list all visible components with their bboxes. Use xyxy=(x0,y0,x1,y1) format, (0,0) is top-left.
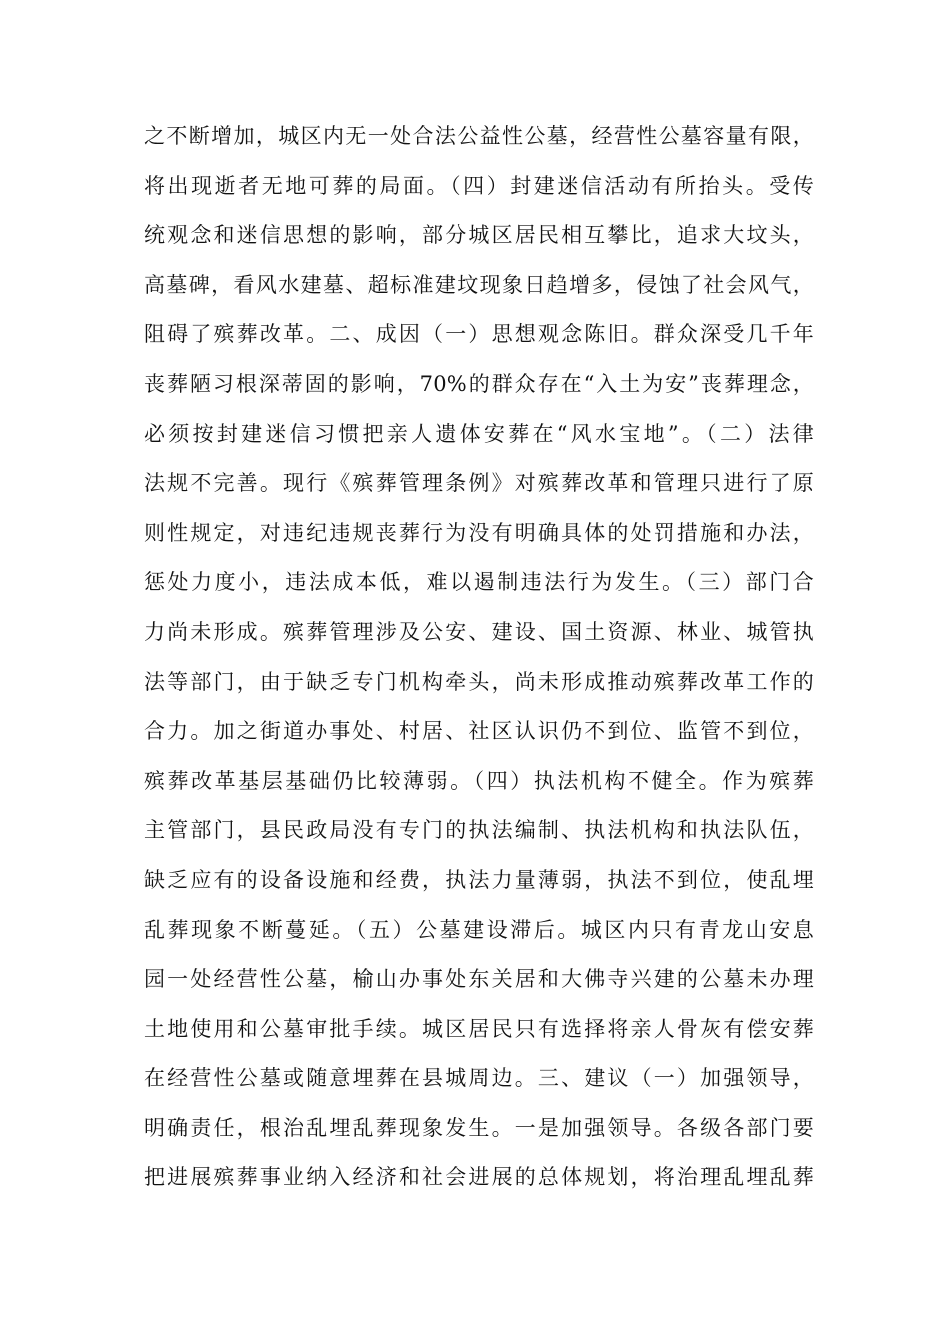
text-line: 合力。加之街道办事处、村居、社区认识仍不到位、监管不到位， xyxy=(144,719,814,744)
text-line: 将出现逝者无地可葬的局面。（四）封建迷信活动有所抬头。受传 xyxy=(144,173,814,198)
body-text xyxy=(144,112,814,1203)
text-line: 园一处经营性公墓，榆山办事处东关居和大佛寺兴建的公墓未办理 xyxy=(144,967,814,992)
text-line: 法规不完善。现行《殡葬管理条例》对殡葬改革和管理只进行了原 xyxy=(144,471,814,496)
text-line: 则性规定，对违纪违规丧葬行为没有明确具体的处罚措施和办法， xyxy=(144,520,814,545)
text-line: 丧葬陋习根深蒂固的影响，70%的群众存在“入土为安”丧葬理念， xyxy=(144,371,814,396)
text-line: 力尚未形成。殡葬管理涉及公安、建设、国土资源、林业、城管执 xyxy=(144,619,814,644)
text-line: 殡葬改革基层基础仍比较薄弱。（四）执法机构不健全。作为殡葬 xyxy=(144,768,814,793)
text-line: 法等部门，由于缺乏专门机构牵头，尚未形成推动殡葬改革工作的 xyxy=(144,669,814,694)
text-line: 把进展殡葬事业纳入经济和社会进展的总体规划，将治理乱埋乱葬 xyxy=(144,1165,814,1190)
text-line: 明确责任，根治乱埋乱葬现象发生。一是加强领导。各级各部门要 xyxy=(144,1115,814,1140)
text-line: 土地使用和公墓审批手续。城区居民只有选择将亲人骨灰有偿安葬 xyxy=(144,1016,814,1041)
text-line: 惩处力度小，违法成本低，难以遏制违法行为发生。（三）部门合 xyxy=(144,570,814,595)
text-line: 缺乏应有的设备设施和经费，执法力量薄弱，执法不到位，使乱埋 xyxy=(144,867,814,892)
text-line: 必须按封建迷信习惯把亲人遗体安葬在“风水宝地”。（二）法律 xyxy=(144,421,814,446)
text-line: 主管部门，县民政局没有专门的执法编制、执法机构和执法队伍， xyxy=(144,818,814,843)
text-line: 之不断增加，城区内无一处合法公益性公墓，经营性公墓容量有限， xyxy=(144,124,814,148)
text-line: 高墓碑，看风水建墓、超标准建坟现象日趋增多，侵蚀了社会风气， xyxy=(144,272,814,297)
text-line: 统观念和迷信思想的影响，部分城区居民相互攀比，追求大坟头， xyxy=(144,223,814,248)
text-line: 乱葬现象不断蔓延。（五）公墓建设滞后。城区内只有青龙山安息 xyxy=(144,917,814,942)
text-line: 在经营性公墓或随意埋葬在县城周边。三、建议（一）加强领导， xyxy=(144,1066,814,1091)
text-line: 阻碍了殡葬改革。二、成因（一）思想观念陈旧。群众深受几千年 xyxy=(144,322,814,347)
